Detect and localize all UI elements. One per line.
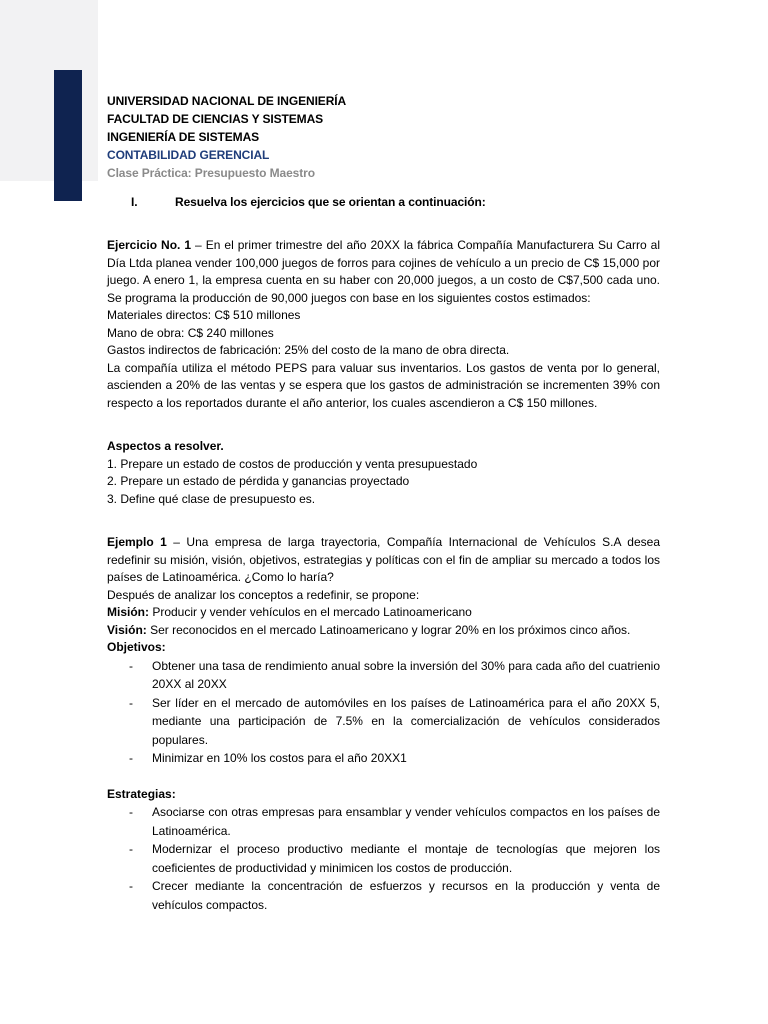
vision-line: Visión: Ser reconocidos en el mercado Latinoamericano y lograr 20% en los próximos cinco años. xyxy=(107,622,631,637)
example-1-after: Después de analizar los conceptos a redefinir, se propone: xyxy=(107,587,420,602)
strategies-section xyxy=(107,786,660,915)
objectives-label: Objetivos: xyxy=(107,640,166,654)
aspects-section xyxy=(107,438,660,508)
document-page xyxy=(107,92,660,914)
list-item: - Minimizar en 10% los costos para el año 20XX1 xyxy=(107,749,660,768)
document-subtitle: Clase Práctica: Presupuesto Maestro xyxy=(107,166,315,180)
exercise-1-label: Ejercicio No. 1 xyxy=(107,238,192,252)
list-item: - Modernizar el proceso productivo mediante el montaje de tecnologías que mejoren los coeficientes de productividad y minimicen los costos de producción. xyxy=(107,840,660,877)
objectives-list xyxy=(107,657,660,768)
strategies-list xyxy=(107,803,660,914)
section-heading xyxy=(107,193,660,211)
exercise-1 xyxy=(107,237,660,412)
exercise-1-closing: La compañía utiliza el método PEPS para valuar sus inventarios. Los gastos de venta por lo general, ascienden a 20% de las ventas y se espera que los gastos de administración se incrementen 39% con respecto a los reportados durante el año anterior, los cuales ascendieron a C$ 150 millones. xyxy=(107,360,660,410)
list-item: - Asociarse con otras empresas para ensamblar y vender vehículos compactos en los países de Latinoamérica. xyxy=(107,803,660,840)
aspect-item: 1. Prepare un estado de costos de producción y venta presupuestado xyxy=(107,456,478,471)
mission-line: Misión: Producir y vender vehículos en el mercado Latinoamericano xyxy=(107,605,472,619)
department-name: INGENIERÍA DE SISTEMAS xyxy=(107,130,260,144)
example-1 xyxy=(107,534,660,768)
strategies-label: Estrategias: xyxy=(107,786,176,801)
example-1-intro: Ejemplo 1 – Una empresa de larga trayectoria, Compañía Internacional de Vehículos S.A desea redefinir su misión, visión, objetivos, estrategias y políticas con el fin de ampliar su mercado a todos los países de Latinoamérica. ¿Como lo haría? xyxy=(107,535,661,584)
university-name: UNIVERSIDAD NACIONAL DE INGENIERÍA xyxy=(107,94,347,108)
cost-item: Materiales directos: C$ 510 millones xyxy=(107,308,301,322)
section-number: I. xyxy=(131,195,138,209)
aspects-title: Aspectos a resolver. xyxy=(107,439,224,453)
list-item: - Obtener una tasa de rendimiento anual sobre la inversión del 30% para cada año del cuatrienio 20XX al 20XX xyxy=(107,657,660,694)
faculty-name: FACULTAD DE CIENCIAS Y SISTEMAS xyxy=(107,112,324,126)
aspect-item: 3. Define qué clase de presupuesto es. xyxy=(107,491,316,506)
corner-shade xyxy=(0,0,98,181)
example-1-label: Ejemplo 1 xyxy=(107,535,167,549)
cost-item: Mano de obra: C$ 240 millones xyxy=(107,325,274,340)
list-item: - Crecer mediante la concentración de esfuerzos y recursos en la producción y venta de vehículos compactos. xyxy=(107,877,660,914)
exercise-1-intro: Ejercicio No. 1 – En el primer trimestre del año 20XX la fábrica Compañía Manufacturera Su Carro al Día Ltda planea vender 100,000 juegos de forros para cojines de vehículo a un precio de C$ 15,000 por juego. A enero 1, la empresa cuenta en su haber con 20,000 juegos, a un costo de C$7,500 cada uno. Se programa la producción de 90,000 juegos con base en los siguientes costos estimados: xyxy=(107,238,660,305)
accent-bar xyxy=(54,70,82,201)
cost-item: Gastos indirectos de fabricación: 25% del costo de la mano de obra directa. xyxy=(107,343,510,357)
list-item: - Ser líder en el mercado de automóviles en los países de Latinoamérica para el año 20XX 5, mediante una participación de 7.5% en la comercialización de vehículos considerados populares. xyxy=(107,694,660,750)
aspect-item: 2. Prepare un estado de pérdida y ganancias proyectado xyxy=(107,474,410,488)
section-title: Resuelva los ejercicios que se orientan a continuación: xyxy=(175,195,486,209)
subject-title: CONTABILIDAD GERENCIAL xyxy=(107,148,270,162)
